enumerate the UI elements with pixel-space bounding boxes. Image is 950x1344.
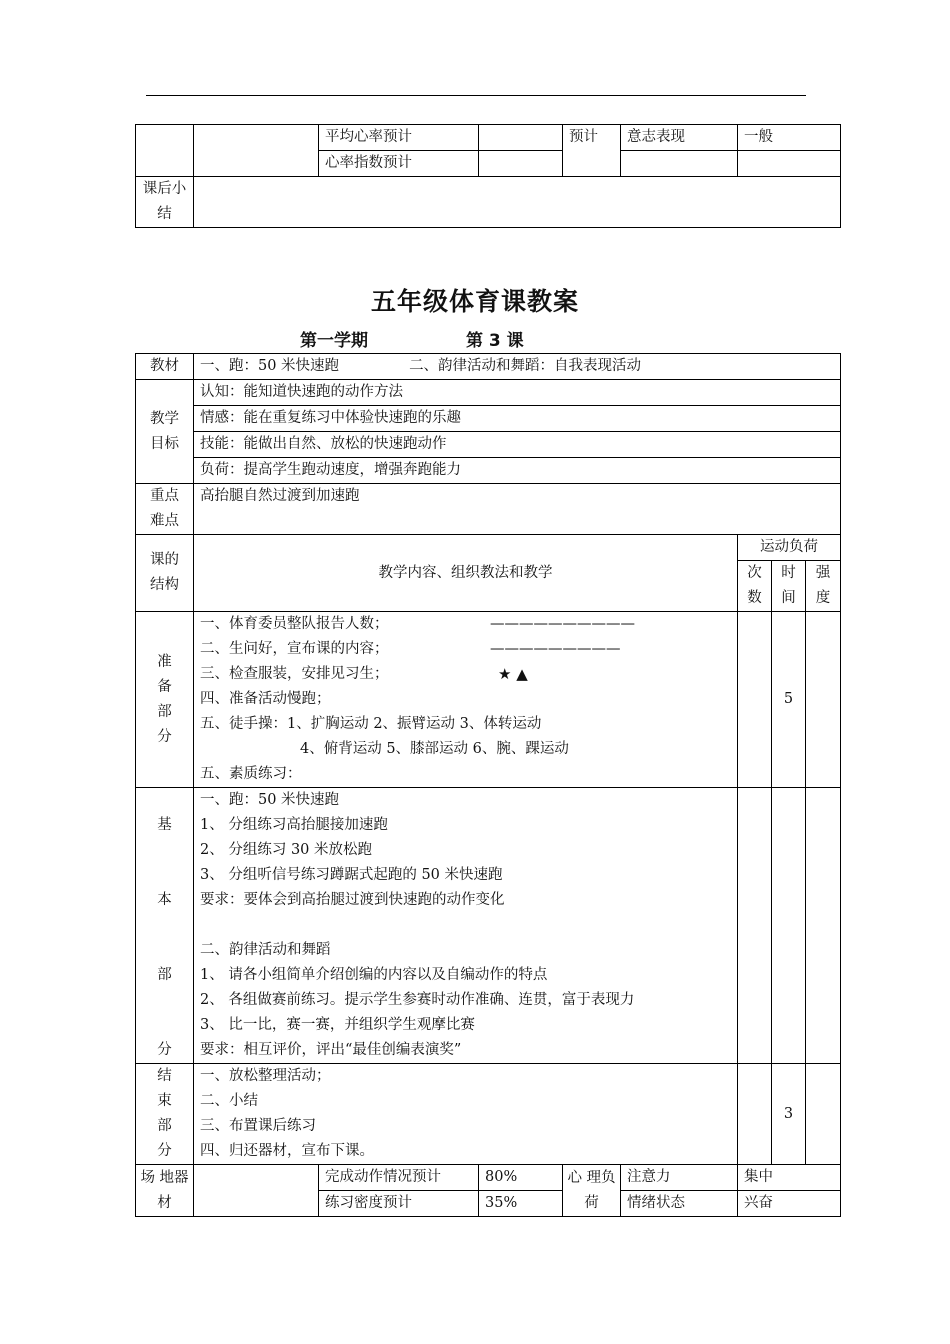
goal-skill: 技能：能做出自然、放松的快速跑动作 (194, 432, 841, 458)
venue-content (194, 1165, 319, 1217)
end-time: 3 (772, 1064, 806, 1165)
main-line: 3、 分组听信号练习蹲踞式起跑的 50 米快速跑 (200, 867, 503, 883)
main-line: 2、 分组练习 30 米放松跑 (200, 842, 373, 858)
emotion-state-value: 兴奋 (738, 1191, 841, 1217)
main-line: 2、 各组做赛前练习。提示学生参赛时动作准确、连贯，富于表现力 (200, 992, 635, 1008)
summary-label: 课后小结 (136, 177, 194, 228)
prep-time: 5 (772, 612, 806, 788)
key-points-label: 重点难点 (136, 484, 194, 535)
prev-empty-cell (194, 125, 319, 177)
will-label: 意志表现 (621, 125, 738, 151)
load-header: 运动负荷 (738, 535, 841, 561)
formation-dash-1: —————————— (490, 616, 635, 632)
prep-line: 三、检查服装，安排见习生； (200, 666, 389, 682)
main-line: 一、跑：50 米快速跑 (200, 792, 340, 808)
structure-label: 课的结构 (136, 535, 194, 612)
prep-label: 准 备 部 分 (136, 612, 194, 788)
prev-empty-cell (621, 151, 738, 177)
completion-value: 80% (479, 1165, 563, 1191)
avg-heart-rate-value (479, 125, 563, 151)
attention-value: 集中 (738, 1165, 841, 1191)
end-line: 二、小结 (200, 1093, 258, 1109)
header-rule (146, 95, 806, 96)
prep-count (738, 612, 772, 788)
heart-index-value (479, 151, 563, 177)
previous-lesson-table (135, 124, 841, 228)
avg-heart-rate-label: 平均心率预计 (319, 125, 479, 151)
attention-label: 注意力 (621, 1165, 738, 1191)
prep-content (194, 612, 738, 788)
end-count (738, 1064, 772, 1165)
goal-load: 负荷：提高学生跑动速度，增强奔跑能力 (194, 458, 841, 484)
goal-emotion: 情感：能在重复练习中体验快速跑的乐趣 (194, 406, 841, 432)
content-header: 教学内容、组织教法和教学 (194, 535, 738, 612)
end-line: 三、布置课后练习 (200, 1118, 316, 1134)
psych-load-label: 心 理负 荷 (563, 1165, 621, 1217)
main-line: 要求：相互评价，评出“最佳创编表演奖” (200, 1042, 462, 1058)
prep-line: 五、徒手操：1、扩胸运动 2、振臂运动 3、体转运动 (200, 716, 542, 732)
density-value: 35% (479, 1191, 563, 1217)
prep-line: 一、体育委员整队报告人数； (200, 616, 389, 632)
heart-index-label: 心率指数预计 (319, 151, 479, 177)
time-header: 时间 (772, 561, 806, 612)
goal-cognition: 认知：能知道快速跑的动作方法 (194, 380, 841, 406)
count-header: 次数 (738, 561, 772, 612)
prep-intensity (806, 612, 841, 788)
lesson-number: 第 3 课 (466, 331, 524, 351)
emotion-state-label: 情绪状态 (621, 1191, 738, 1217)
main-time (772, 788, 806, 1064)
formation-symbols: ★ ▲ (498, 665, 528, 683)
main-line: 1、 分组练习高抬腿接加速跑 (200, 817, 388, 833)
main-count (738, 788, 772, 1064)
prep-line: 二、生问好，宣布课的内容； (200, 641, 389, 657)
material-item-1: 一、跑：50 米快速跑 (200, 358, 340, 374)
prep-line: 五、素质练习： (200, 766, 302, 782)
formation-dash-2: ————————— (490, 641, 621, 657)
prev-empty-cell (738, 151, 841, 177)
main-intensity (806, 788, 841, 1064)
will-value: 一般 (738, 125, 841, 151)
material-item-2: 二、韵律活动和舞蹈：自我表现活动 (409, 358, 642, 374)
venue-label: 场 地器材 (136, 1165, 194, 1217)
main-line: 3、 比一比，赛一赛，并组织学生观摩比赛 (200, 1017, 475, 1033)
prev-empty-cell (136, 125, 194, 177)
main-line: 要求：要体会到高抬腿过渡到快速跑的动作变化 (200, 892, 505, 908)
end-line: 四、归还器材，宣布下课。 (200, 1143, 374, 1159)
prev-estimate-label: 预计 (563, 125, 621, 177)
goals-label: 教学目标 (136, 380, 194, 484)
main-line (200, 913, 731, 938)
main-content (194, 788, 738, 1064)
main-line: 1、 请各小组简单介绍创编的内容以及自编动作的特点 (200, 967, 548, 983)
key-points-content: 高抬腿自然过渡到加速跑 (194, 484, 841, 535)
completion-label: 完成动作情况预计 (319, 1165, 479, 1191)
density-label: 练习密度预计 (319, 1191, 479, 1217)
end-label: 结 束 部 分 (136, 1064, 194, 1165)
lesson-plan-table (135, 353, 841, 1217)
main-label: 基 本 部 分 (136, 788, 194, 1064)
page-title: 五年级体育课教案 (370, 287, 579, 316)
materials-label: 教材 (136, 354, 194, 380)
semester: 第一学期 (300, 331, 368, 351)
prep-line: 4、俯背运动 5、膝部运动 6、腕、踝运动 (300, 741, 569, 757)
materials-content (194, 354, 841, 380)
intensity-header: 强度 (806, 561, 841, 612)
end-content (194, 1064, 738, 1165)
summary-content (194, 177, 841, 228)
end-line: 一、放松整理活动； (200, 1068, 331, 1084)
main-line: 二、韵律活动和舞蹈 (200, 942, 331, 958)
prep-line: 四、准备活动慢跑； (200, 691, 331, 707)
end-intensity (806, 1064, 841, 1165)
